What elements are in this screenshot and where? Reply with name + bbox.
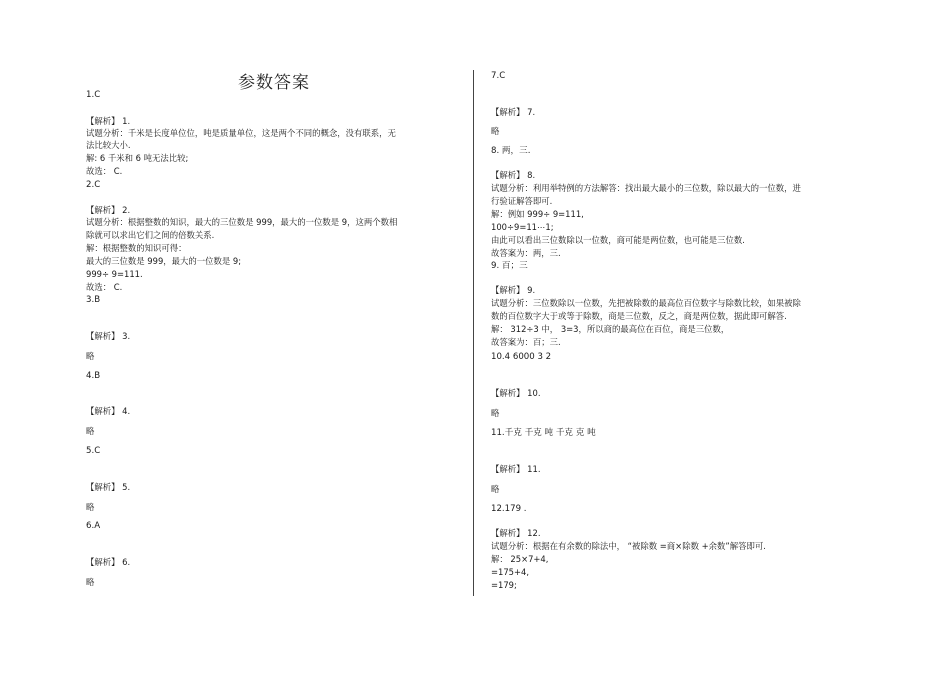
text-line: 100÷9=11⋯1;	[491, 222, 554, 232]
text-line: 略	[491, 126, 500, 136]
text-line: =175+4,	[491, 567, 530, 577]
analysis-heading: 【解析】 3.	[86, 331, 131, 341]
text-line: 行验证解答即可.	[491, 196, 553, 206]
analysis-heading: 【解析】 10.	[491, 388, 541, 398]
column-divider	[473, 70, 474, 596]
answer-line: 8. 两，三.	[491, 146, 531, 156]
text-line: 除就可以求出它们之间的倍数关系.	[86, 230, 215, 240]
page-title: 参数答案	[238, 73, 310, 93]
text-line: 试题分析：利用举特例的方法解答：找出最大最小的三位数，除以最大的一位数，进	[491, 183, 801, 193]
text-line: 999÷ 9=111.	[86, 269, 143, 279]
analysis-heading: 【解析】 1.	[86, 116, 131, 126]
analysis-heading: 【解析】 11.	[491, 464, 541, 474]
answer-line: 6.A	[86, 521, 101, 531]
answer-line: 7.C	[491, 71, 506, 81]
analysis-heading: 【解析】 8.	[491, 170, 536, 180]
text-line: 解：根据整数的知识可得：	[86, 243, 187, 253]
text-line: =179;	[491, 580, 517, 590]
text-line: 故选： C.	[86, 166, 123, 176]
text-line: 略	[491, 408, 500, 418]
text-line: 解: 6 千米和 6 吨无法比较;	[86, 153, 189, 163]
text-line: 略	[491, 484, 500, 494]
answer-line: 12.179 .	[491, 504, 527, 514]
text-line: 解： 25×7+4,	[491, 554, 549, 564]
answer-line: 4.B	[86, 371, 101, 381]
text-line: 由此可以看出三位数除以一位数，商可能是两位数，也可能是三位数.	[491, 235, 745, 245]
answer-line: 3.B	[86, 295, 101, 305]
analysis-heading: 【解析】 7.	[491, 107, 536, 117]
analysis-heading: 【解析】 5.	[86, 482, 131, 492]
analysis-heading: 【解析】 6.	[86, 557, 131, 567]
text-line: 略	[86, 351, 95, 361]
text-line: 法比较大小.	[86, 140, 131, 150]
text-line: 略	[86, 577, 95, 587]
text-line: 故答案为：百；三.	[491, 337, 561, 347]
text-line: 试题分析：千米是长度单位位，吨是质量单位，这是两个不同的概念，没有联系，无	[86, 128, 396, 138]
text-line: 故选： C.	[86, 282, 123, 292]
answer-line: 1.C	[86, 90, 101, 100]
text-line: 故答案为：两，三.	[491, 248, 561, 258]
text-line: 解：例如 999÷ 9=111,	[491, 209, 584, 219]
text-line: 解： 312÷3 中， 3=3，所以商的最高位在百位，商是三位数，	[491, 324, 730, 334]
answer-line: 5.C	[86, 446, 101, 456]
analysis-heading: 【解析】 9.	[491, 285, 536, 295]
analysis-heading: 【解析】 12.	[491, 528, 541, 538]
answer-line: 2.C	[86, 180, 101, 190]
text-line: 试题分析：三位数除以一位数，先把被除数的最高位百位数字与除数比较，如果被除	[491, 298, 801, 308]
text-line: 略	[86, 426, 95, 436]
answer-line: 11.千克 千克 吨 千克 克 吨	[491, 428, 596, 438]
analysis-heading: 【解析】 4.	[86, 406, 131, 416]
answer-line: 9. 百；三	[491, 261, 528, 271]
text-line: 试题分析：根据在有余数的除法中， “被除数 =商×除数 +余数”解答即可.	[491, 541, 766, 551]
text-line: 数的百位数字大于或等于除数，商是三位数，反之，商是两位数，据此即可解答.	[491, 311, 787, 321]
text-line: 略	[86, 502, 95, 512]
answer-line: 10.4 6000 3 2	[491, 352, 552, 362]
analysis-heading: 【解析】 2.	[86, 205, 131, 215]
text-line: 试题分析：根据整数的知识，最大的三位数是 999，最大的一位数是 9，这两个数相	[86, 217, 398, 227]
text-line: 最大的三位数是 999，最大的一位数是 9;	[86, 256, 242, 266]
